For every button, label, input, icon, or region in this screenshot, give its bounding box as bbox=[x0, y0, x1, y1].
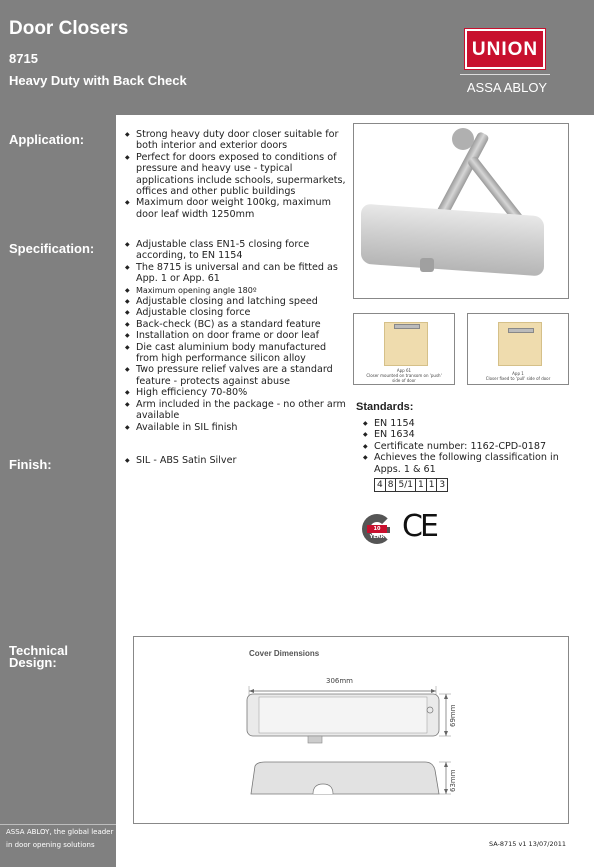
assa-abloy-logo: ASSA ABLOY bbox=[466, 80, 548, 95]
heading-specification: Specification: bbox=[9, 241, 95, 256]
list-item: ◆ Installation on door frame or door leaf bbox=[124, 330, 349, 341]
list-item: ◆ Adjustable closing and latching speed bbox=[124, 296, 349, 307]
heading-application: Application: bbox=[9, 132, 85, 147]
list-item: ◆ Maximum opening angle 180º bbox=[124, 285, 349, 296]
sidebar-footer-line2: in door opening solutions bbox=[6, 841, 95, 849]
ce-mark-icon: CE bbox=[402, 509, 436, 544]
closer-body bbox=[361, 204, 544, 277]
heading-technical: Technical bbox=[9, 643, 69, 658]
app61-caption-2: Closer mounted on transom on 'push' bbox=[366, 373, 442, 378]
list-item: ◆ Strong heavy duty door closer suitable for both interior and exterior doors bbox=[124, 129, 349, 152]
heading-finish: Finish: bbox=[9, 457, 52, 472]
classification-cell: 1 bbox=[426, 479, 437, 492]
list-item: ◆ High efficiency 70-80% bbox=[124, 387, 349, 398]
sidebar bbox=[0, 115, 116, 867]
list-item: ◆ Available in SIL finish bbox=[124, 422, 349, 433]
list-item: ◆ Die cast aluminium body manufactured from high performance silicon alloy bbox=[124, 342, 349, 365]
logo-brand-text: UNION bbox=[471, 39, 539, 60]
list-item: ◆ EN 1154 bbox=[362, 418, 572, 429]
page-subtitle: Heavy Duty with Back Check bbox=[9, 73, 187, 88]
app61-caption-1: App 61 bbox=[396, 368, 412, 373]
classification-cell: 8 bbox=[385, 479, 396, 492]
mini-closer bbox=[508, 328, 534, 333]
list-item: ◆ Adjustable class EN1-5 closing force according, to EN 1154 bbox=[124, 239, 349, 262]
app61-caption-3: side of door bbox=[392, 378, 416, 383]
sidebar-footer-divider bbox=[0, 824, 116, 825]
model-number: 8715 bbox=[9, 51, 38, 66]
heading-design: Design: bbox=[9, 655, 57, 670]
list-item: ◆ Adjustable closing force bbox=[124, 307, 349, 318]
height-label-bottom: 63mm bbox=[449, 769, 457, 792]
standards-title: Standards: bbox=[356, 401, 414, 413]
union-logo bbox=[465, 29, 545, 69]
list-item: ◆ EN 1634 bbox=[362, 429, 572, 440]
specification-list bbox=[124, 239, 349, 433]
list-item: ◆ Perfect for doors exposed to conditions of pressure and heavy use - typical applications include schools, supermarkets, offices and other public buildings bbox=[124, 152, 349, 198]
closer-pivot bbox=[452, 128, 474, 150]
logo-divider bbox=[460, 74, 550, 75]
height-label-top: 69mm bbox=[449, 704, 457, 727]
app1-diagram bbox=[467, 313, 569, 385]
app1-caption-2: Closer fixed to 'pull' side of door bbox=[485, 376, 551, 381]
list-item: ◆ The 8715 is universal and can be fitted as App. 1 or App. 61 bbox=[124, 262, 349, 285]
closer-valve bbox=[420, 258, 434, 272]
list-item: ◆ SIL - ABS Satin Silver bbox=[124, 455, 349, 466]
classification-cell: 1 bbox=[415, 479, 426, 492]
app1-caption-1: App 1 bbox=[512, 371, 524, 376]
document-code: SA-8715 v1 13/07/2011 bbox=[489, 840, 567, 848]
cover-dimensions-title: Cover Dimensions bbox=[249, 649, 320, 658]
list-item: ◆ Back-check (BC) as a standard feature bbox=[124, 319, 349, 330]
list-item: ◆ Certificate number: 1162-CPD-0187 bbox=[362, 441, 572, 452]
list-item: ◆ Arm included in the package - no other arm available bbox=[124, 399, 349, 422]
cover-dimension-drawing bbox=[133, 636, 569, 824]
mini-closer bbox=[394, 324, 420, 329]
app61-diagram bbox=[353, 313, 455, 385]
standards-list bbox=[362, 418, 572, 475]
page-title: Door Closers bbox=[9, 18, 129, 39]
finish-list bbox=[124, 455, 349, 466]
classification-cell: 4 bbox=[375, 479, 386, 492]
application-list bbox=[124, 129, 349, 220]
classification-cell: 5/1 bbox=[396, 479, 415, 492]
cover-side-view bbox=[251, 762, 439, 794]
length-label: 306mm bbox=[326, 677, 353, 685]
classification-cell: 3 bbox=[437, 479, 448, 492]
list-item: ◆ Achieves the following classification in Apps. 1 & 61 bbox=[362, 452, 572, 475]
ten-year-badge: 10 YEAR bbox=[367, 525, 387, 533]
sidebar-footer-line1: ASSA ABLOY, the global leader bbox=[6, 828, 114, 836]
classification-table bbox=[374, 478, 448, 492]
valve-tab bbox=[308, 736, 322, 743]
list-item: ◆ Maximum door weight 100kg, maximum door leaf width 1250mm bbox=[124, 197, 349, 220]
list-item: ◆ Two pressure relief valves are a standard feature - protects against abuse bbox=[124, 364, 349, 387]
